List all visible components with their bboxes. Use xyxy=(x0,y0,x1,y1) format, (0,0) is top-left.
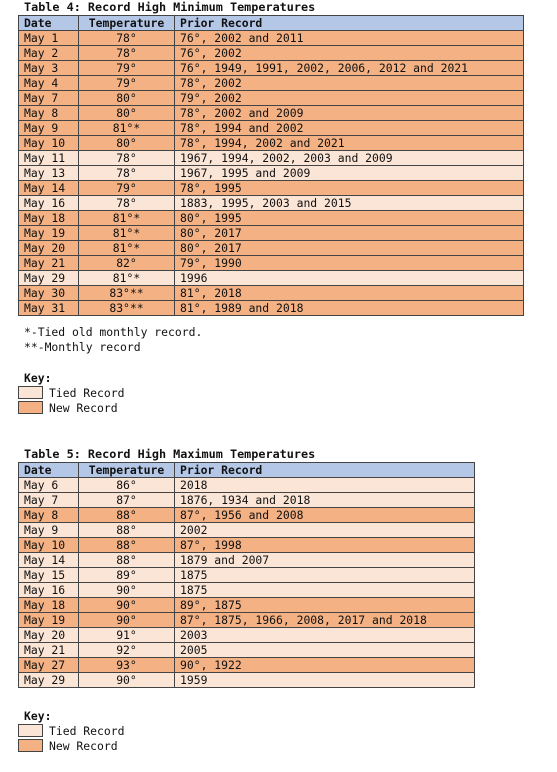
column-header-date: Date xyxy=(19,16,79,31)
cell-temperature: 80° xyxy=(79,106,175,121)
cell-temperature: 90° xyxy=(79,583,175,598)
cell-prior-record: 2005 xyxy=(175,643,475,658)
cell-temperature: 90° xyxy=(79,613,175,628)
key-swatch-tied xyxy=(18,724,43,737)
column-header-prior-record: Prior Record xyxy=(175,463,475,478)
cell-prior-record: 2002 xyxy=(175,523,475,538)
cell-prior-record: 87°, 1875, 1966, 2008, 2017 and 2018 xyxy=(175,613,475,628)
cell-prior-record: 1959 xyxy=(175,673,475,688)
cell-date: May 31 xyxy=(19,301,79,316)
cell-prior-record: 89°, 1875 xyxy=(175,598,475,613)
cell-prior-record: 78°, 1994, 2002 and 2021 xyxy=(175,136,524,151)
key-label: Key: xyxy=(24,371,52,385)
key-swatch-new xyxy=(18,739,43,752)
cell-temperature: 78° xyxy=(79,31,175,46)
column-header-prior-record: Prior Record xyxy=(175,16,524,31)
table-row xyxy=(19,151,524,166)
cell-temperature: 81°* xyxy=(79,121,175,136)
cell-temperature: 90° xyxy=(79,598,175,613)
cell-date: May 15 xyxy=(19,568,79,583)
table-row xyxy=(19,121,524,136)
cell-temperature: 78° xyxy=(79,196,175,211)
cell-prior-record: 76°, 1949, 1991, 2002, 2006, 2012 and 2021 xyxy=(175,61,524,76)
cell-date: May 11 xyxy=(19,151,79,166)
cell-prior-record: 2003 xyxy=(175,628,475,643)
cell-date: May 10 xyxy=(19,538,79,553)
key-text-new: New Record xyxy=(49,739,118,753)
cell-date: May 29 xyxy=(19,673,79,688)
cell-date: May 30 xyxy=(19,286,79,301)
cell-date: May 7 xyxy=(19,91,79,106)
cell-prior-record: 80°, 1995 xyxy=(175,211,524,226)
key-text-tied: Tied Record xyxy=(49,386,125,400)
cell-prior-record: 79°, 1990 xyxy=(175,256,524,271)
cell-date: May 9 xyxy=(19,121,79,136)
cell-prior-record: 78°, 1994 and 2002 xyxy=(175,121,524,136)
table-row xyxy=(19,106,524,121)
footnote-monthly-record: **-Monthly record xyxy=(24,340,141,354)
cell-temperature: 78° xyxy=(79,151,175,166)
cell-temperature: 86° xyxy=(79,478,175,493)
cell-prior-record: 1875 xyxy=(175,568,475,583)
table-row xyxy=(19,598,475,613)
cell-temperature: 88° xyxy=(79,508,175,523)
cell-prior-record: 76°, 2002 xyxy=(175,46,524,61)
cell-date: May 2 xyxy=(19,46,79,61)
cell-date: May 20 xyxy=(19,241,79,256)
cell-date: May 21 xyxy=(19,256,79,271)
table-row xyxy=(19,643,475,658)
table-row xyxy=(19,211,524,226)
cell-prior-record: 1883, 1995, 2003 and 2015 xyxy=(175,196,524,211)
cell-temperature: 88° xyxy=(79,523,175,538)
table-row xyxy=(19,31,524,46)
table-row xyxy=(19,508,475,523)
cell-date: May 8 xyxy=(19,106,79,121)
cell-prior-record: 80°, 2017 xyxy=(175,241,524,256)
table-row xyxy=(19,301,524,316)
table-row xyxy=(19,493,475,508)
cell-temperature: 82° xyxy=(79,256,175,271)
cell-date: May 14 xyxy=(19,181,79,196)
cell-temperature: 93° xyxy=(79,658,175,673)
cell-temperature: 90° xyxy=(79,673,175,688)
cell-date: May 4 xyxy=(19,76,79,91)
cell-date: May 10 xyxy=(19,136,79,151)
cell-date: May 27 xyxy=(19,658,79,673)
cell-temperature: 83°** xyxy=(79,301,175,316)
cell-prior-record: 1875 xyxy=(175,583,475,598)
table-header-row xyxy=(19,463,475,478)
cell-date: May 19 xyxy=(19,226,79,241)
cell-date: May 8 xyxy=(19,508,79,523)
cell-temperature: 89° xyxy=(79,568,175,583)
cell-temperature: 81°* xyxy=(79,271,175,286)
table-row xyxy=(19,658,475,673)
table-header-row xyxy=(19,16,524,31)
cell-temperature: 78° xyxy=(79,166,175,181)
table-row xyxy=(19,538,475,553)
cell-prior-record: 2018 xyxy=(175,478,475,493)
key-label: Key: xyxy=(24,709,52,723)
cell-date: May 3 xyxy=(19,61,79,76)
cell-prior-record: 79°, 2002 xyxy=(175,91,524,106)
cell-prior-record: 1879 and 2007 xyxy=(175,553,475,568)
table-row xyxy=(19,136,524,151)
cell-date: May 20 xyxy=(19,628,79,643)
cell-temperature: 92° xyxy=(79,643,175,658)
cell-date: May 9 xyxy=(19,523,79,538)
cell-date: May 7 xyxy=(19,493,79,508)
cell-temperature: 79° xyxy=(79,76,175,91)
table-row xyxy=(19,613,475,628)
cell-prior-record: 1996 xyxy=(175,271,524,286)
cell-temperature: 80° xyxy=(79,91,175,106)
cell-temperature: 79° xyxy=(79,61,175,76)
cell-prior-record: 78°, 2002 xyxy=(175,76,524,91)
cell-prior-record: 90°, 1922 xyxy=(175,658,475,673)
cell-prior-record: 87°, 1956 and 2008 xyxy=(175,508,475,523)
key-text-tied: Tied Record xyxy=(49,724,125,738)
cell-temperature: 78° xyxy=(79,46,175,61)
cell-temperature: 79° xyxy=(79,181,175,196)
table-row xyxy=(19,583,475,598)
table-row xyxy=(19,628,475,643)
table-row xyxy=(19,76,524,91)
table-row xyxy=(19,568,475,583)
cell-temperature: 83°** xyxy=(79,286,175,301)
cell-date: May 16 xyxy=(19,583,79,598)
cell-temperature: 81°* xyxy=(79,211,175,226)
table5-title: Table 5: Record High Maximum Temperatures xyxy=(24,447,316,461)
cell-temperature: 81°* xyxy=(79,241,175,256)
cell-temperature: 80° xyxy=(79,136,175,151)
cell-date: May 1 xyxy=(19,31,79,46)
cell-temperature: 87° xyxy=(79,493,175,508)
key-text-new: New Record xyxy=(49,401,118,415)
table4-record-high-minimum xyxy=(18,15,524,316)
table-row xyxy=(19,166,524,181)
cell-temperature: 81°* xyxy=(79,226,175,241)
table-row xyxy=(19,478,475,493)
cell-temperature: 88° xyxy=(79,538,175,553)
cell-prior-record: 80°, 2017 xyxy=(175,226,524,241)
cell-date: May 19 xyxy=(19,613,79,628)
cell-prior-record: 87°, 1998 xyxy=(175,538,475,553)
table-row xyxy=(19,286,524,301)
table-row xyxy=(19,256,524,271)
column-header-temperature: Temperature xyxy=(79,16,175,31)
cell-temperature: 91° xyxy=(79,628,175,643)
cell-temperature: 88° xyxy=(79,553,175,568)
table5-record-high-maximum xyxy=(18,462,475,688)
cell-date: May 13 xyxy=(19,166,79,181)
cell-prior-record: 1876, 1934 and 2018 xyxy=(175,493,475,508)
cell-date: May 16 xyxy=(19,196,79,211)
table-row xyxy=(19,553,475,568)
cell-date: May 29 xyxy=(19,271,79,286)
cell-prior-record: 1967, 1994, 2002, 2003 and 2009 xyxy=(175,151,524,166)
cell-date: May 6 xyxy=(19,478,79,493)
table-row xyxy=(19,673,475,688)
table-row xyxy=(19,271,524,286)
cell-prior-record: 81°, 2018 xyxy=(175,286,524,301)
table-row xyxy=(19,61,524,76)
column-header-temperature: Temperature xyxy=(79,463,175,478)
cell-date: May 14 xyxy=(19,553,79,568)
cell-date: May 18 xyxy=(19,211,79,226)
key-swatch-new xyxy=(18,401,43,414)
column-header-date: Date xyxy=(19,463,79,478)
cell-prior-record: 78°, 1995 xyxy=(175,181,524,196)
footnote-tied-monthly: *-Tied old monthly record. xyxy=(24,325,203,339)
cell-prior-record: 78°, 2002 and 2009 xyxy=(175,106,524,121)
table-row xyxy=(19,196,524,211)
cell-prior-record: 76°, 2002 and 2011 xyxy=(175,31,524,46)
table-row xyxy=(19,226,524,241)
cell-date: May 21 xyxy=(19,643,79,658)
table-row xyxy=(19,241,524,256)
key-swatch-tied xyxy=(18,386,43,399)
table-row xyxy=(19,46,524,61)
cell-date: May 18 xyxy=(19,598,79,613)
cell-prior-record: 81°, 1989 and 2018 xyxy=(175,301,524,316)
cell-prior-record: 1967, 1995 and 2009 xyxy=(175,166,524,181)
table-row xyxy=(19,523,475,538)
table4-title: Table 4: Record High Minimum Temperatures xyxy=(24,0,316,14)
table-row xyxy=(19,91,524,106)
table-row xyxy=(19,181,524,196)
